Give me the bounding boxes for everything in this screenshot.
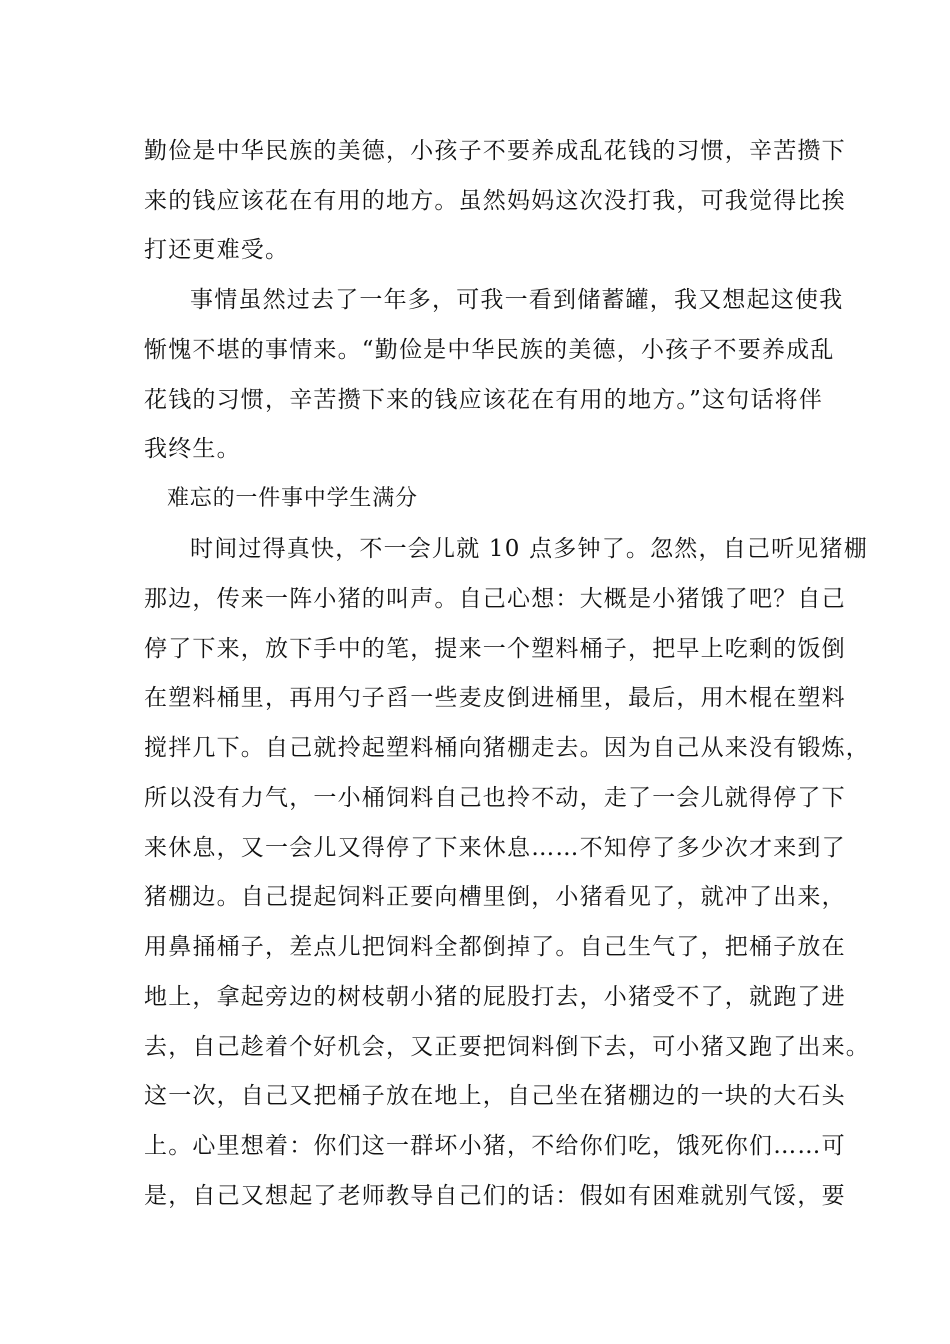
text-line: 那边，传来一阵小猪的叫声。自己心想：大概是小猪饿了吧？自己: [144, 586, 846, 612]
text-line: 来的钱应该花在有用的地方。虽然妈妈这次没打我，可我觉得比挨: [144, 188, 846, 214]
section-heading: 难忘的一件事中学生满分: [167, 486, 418, 511]
paragraph-first-line: 时间过得真快，不一会儿就 10 点多钟了。忽然，自己听见猪棚: [190, 536, 868, 562]
text-line: 停了下来，放下手中的笔，提来一个塑料桶子，把早上吃剩的饭倒: [144, 636, 846, 662]
text-line: 猪棚边。自己提起饲料正要向槽里倒，小猪看见了，就冲了出来，: [144, 884, 846, 910]
text-line: 打还更难受。: [144, 237, 290, 263]
text-line: 地上，拿起旁边的树枝朝小猪的屁股打去，小猪受不了，就跑了进: [144, 984, 846, 1010]
text-line: 用鼻捅桶子，差点儿把饲料全都倒掉了。自己生气了，把桶子放在: [144, 934, 846, 960]
text-line: 去，自己趁着个好机会，又正要把饲料倒下去，可小猪又跑了出来。: [144, 1034, 870, 1060]
text-line: 勤俭是中华民族的美德，小孩子不要养成乱花钱的习惯，辛苦攒下: [144, 138, 846, 164]
text-line: 我终生。: [144, 436, 241, 462]
text-line: 是，自己又想起了老师教导自己们的话：假如有困难就别气馁，要: [144, 1183, 846, 1209]
text-line: 搅拌几下。自己就拎起塑料桶向猪棚走去。因为自己从来没有锻炼，: [144, 735, 870, 761]
text-line: 所以没有力气，一小桶饲料自己也拎不动，走了一会儿就得停了下: [144, 785, 846, 811]
text-line: 在塑料桶里，再用勺子舀一些麦皮倒进桶里，最后，用木棍在塑料: [144, 685, 846, 711]
text-line: 花钱的习惯，辛苦攒下来的钱应该花在有用的地方。”这句话将伴: [144, 387, 824, 413]
text-line: 这一次，自己又把桶子放在地上，自己坐在猪棚边的一块的大石头: [144, 1083, 846, 1109]
text-line: 来休息，又一会儿又得停了下来休息……不知停了多少次才来到了: [144, 835, 846, 861]
text-line: 上。心里想着：你们这一群坏小猪，不给你们吃，饿死你们……可: [144, 1133, 846, 1159]
paragraph-first-line: 事情虽然过去了一年多，可我一看到储蓄罐，我又想起这使我: [190, 287, 844, 313]
text-line: 惭愧不堪的事情来。“勤俭是中华民族的美德，小孩子不要养成乱: [144, 337, 835, 363]
